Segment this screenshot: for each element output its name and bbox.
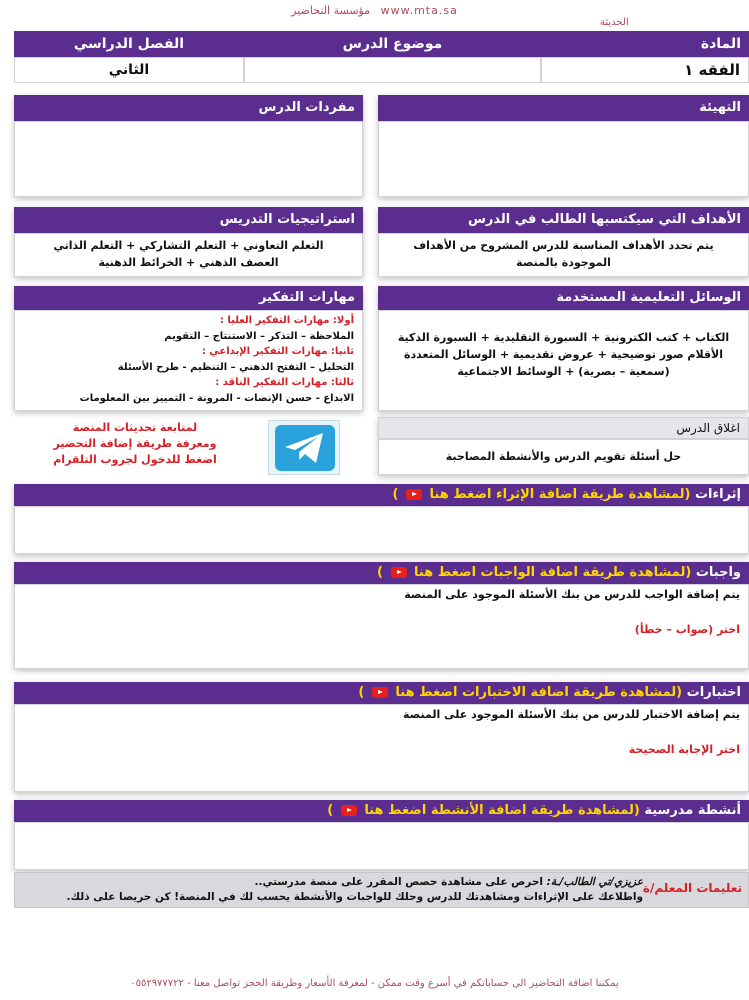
youtube-icon[interactable]: [372, 687, 388, 698]
warmup-body: [378, 121, 749, 197]
telegram-line-3: اضغط للدخول لجروب التلقرام: [53, 453, 217, 466]
top-header: [0, 4, 749, 17]
activities-body: [14, 822, 749, 870]
strategies-body: [14, 233, 363, 277]
enrichment-header: [14, 484, 749, 506]
thinking-heading-3: ثالثا: مهارات التفكير الناقد :: [215, 377, 354, 388]
enrichment-link[interactable]: (لمشاهدة طريقة اضافة الإثراء اضغط هنا: [429, 487, 691, 502]
tools-line-1: الكتاب + كتب الكترونية + السبورة التقليدية + السبورة الذكية: [397, 331, 730, 344]
strategies-line-1: التعلم التعاوني + التعلم التشاركي + التعلم الذاتي: [53, 239, 324, 252]
tests-choice: اختر الإجابة الصحيحة: [628, 743, 740, 756]
strategies-section: [14, 207, 363, 277]
enrichment-body: [14, 506, 749, 554]
homework-section: [14, 562, 749, 669]
youtube-icon[interactable]: [391, 567, 407, 578]
activities-header: [14, 800, 749, 822]
semester-header: [14, 31, 244, 57]
enrichment-section: [14, 484, 749, 554]
strategies-title: استراتيجيات التدريس: [14, 207, 363, 233]
enrichment-link-close: ): [392, 487, 399, 502]
thinking-body: [14, 310, 363, 411]
vocab-section: [14, 95, 363, 197]
activities-link-close: ): [327, 803, 334, 818]
tests-section: [14, 682, 749, 792]
warmup-title: التهيئة: [378, 95, 749, 121]
tools-section: [378, 286, 749, 411]
tools-line-3: (سمعية – بصرية) + الوسائط الاجتماعية: [457, 365, 670, 378]
tests-link-close: ): [358, 685, 365, 700]
enrichment-title: إثراءات: [694, 487, 741, 502]
tests-header: [14, 682, 749, 704]
vocab-title: مفردات الدرس: [14, 95, 363, 121]
thinking-line-3: الابداع - حسن الإنصات - المرونة - التمييز بين المعلومات: [79, 392, 354, 404]
homework-choice: اختر (صواب – خطأ): [634, 623, 740, 636]
instructions-text: [23, 875, 643, 905]
instructions-lead: عزيزي/تي الطالب/ـة:: [546, 876, 643, 888]
warmup-section: [378, 95, 749, 197]
thinking-title: مهارات التفكير: [14, 286, 363, 310]
strategies-line-2: العصف الذهني + الخرائط الذهنية: [98, 256, 279, 269]
telegram-icon[interactable]: [268, 420, 340, 475]
telegram-promo-text[interactable]: [30, 420, 240, 468]
tools-body: [378, 310, 749, 411]
youtube-icon[interactable]: [406, 489, 422, 500]
site-url[interactable]: www.mta.sa: [380, 4, 458, 17]
activities-link[interactable]: (لمشاهدة طريقة اضافة الأنشطة اضغط هنا: [364, 803, 640, 818]
youtube-icon[interactable]: [341, 805, 357, 816]
tests-link[interactable]: (لمشاهدة طريقة اضافة الاختبارات اضغط هنا: [395, 685, 683, 700]
subject-value: الفقه ١: [541, 57, 749, 83]
instructions-line-2: واطلاعك على الإثراءات ومشاهدتك للدرس وحلك للواجبات والأنشطة يحسب لك في المنصة! كن حريصا على ذلك.: [66, 891, 643, 903]
thinking-heading-2: ثانيا: مهارات التفكير الإبداعي :: [201, 346, 354, 357]
activities-section: [14, 800, 749, 870]
info-table: [14, 31, 749, 83]
subject-header-label: المادة: [700, 36, 741, 52]
objectives-body: يتم تحدد الأهداف المناسبة للدرس المشروح من الأهداف الموجودة بالمنصة: [378, 233, 749, 277]
closure-section: [378, 417, 749, 475]
semester-header-label: الفصل الدراسي: [73, 36, 185, 52]
objectives-section: [378, 207, 749, 277]
tests-title: اختبارات: [686, 685, 741, 700]
subject-header: [541, 31, 749, 57]
site-name: مؤسسة التحاضير: [291, 4, 371, 17]
tests-body-box: [14, 704, 749, 792]
homework-link-close: ): [377, 565, 383, 580]
closure-body: حل أسئلة تقويم الدرس والأنشطة المصاحبة: [378, 439, 749, 475]
homework-link[interactable]: (لمشاهدة طريقة اضافة الواجبات اضغط هنا: [414, 565, 692, 580]
telegram-line-1: لمتابعة تحديثات المنصة: [72, 421, 198, 434]
topic-header-label: موضوع الدرس: [342, 36, 443, 52]
thinking-line-2: التحليل – التفتح الذهني – التنظيم - طرح الأسئلة: [117, 361, 354, 373]
topic-value: [244, 57, 541, 83]
tools-line-2: الأقلام صور توضيحية + عروض تقديمية + الوسائل المتعددة: [404, 348, 723, 361]
objectives-title: الأهداف التي سيكتسبها الطالب في الدرس: [378, 207, 749, 233]
instructions-line-1: [23, 875, 643, 890]
thinking-section: [14, 286, 363, 411]
homework-title: واجبات: [695, 565, 741, 580]
activities-title: أنشطة مدرسية: [644, 803, 741, 818]
closure-title: اغلاق الدرس: [378, 417, 749, 439]
telegram-line-2: ومعرفة طريقة إضافة التحضير: [53, 437, 217, 450]
semester-value: الثاني: [14, 57, 244, 83]
homework-body-box: [14, 584, 749, 669]
tests-body: يتم إضافة الاختبار للدرس من بنك الأسئلة الموجود على المنصة: [403, 708, 740, 721]
instructions-section: [14, 872, 749, 908]
instructions-line-1-text: احرص على مشاهدة حصص المقرر على منصة مدرستي..: [254, 876, 547, 888]
tools-title: الوسائل التعليمية المستخدمة: [378, 286, 749, 310]
site-subtitle: الحديثة: [600, 17, 629, 28]
homework-body: يتم إضافة الواجب للدرس من بنك الأسئلة الموجود على المنصة: [404, 588, 740, 601]
footer-note: يمكننا اضافة التحاضير الى حساباتكم في أسرع وقت ممكن - لمعرفة الأسعار وطريقة الحجز تواصل معنا - ٠٥٥٢٩٧٧٧٢٢: [130, 978, 619, 989]
thinking-line-1: الملاحظة – التذكر – الاستنتاج – التقويم: [164, 330, 354, 342]
vocab-body: [14, 121, 363, 197]
instructions-label: تعليمات المعلم/ة: [642, 881, 742, 895]
thinking-heading-1: أولا: مهارات التفكير العليا :: [219, 315, 354, 326]
topic-header: [244, 31, 541, 57]
homework-header: [14, 562, 749, 584]
